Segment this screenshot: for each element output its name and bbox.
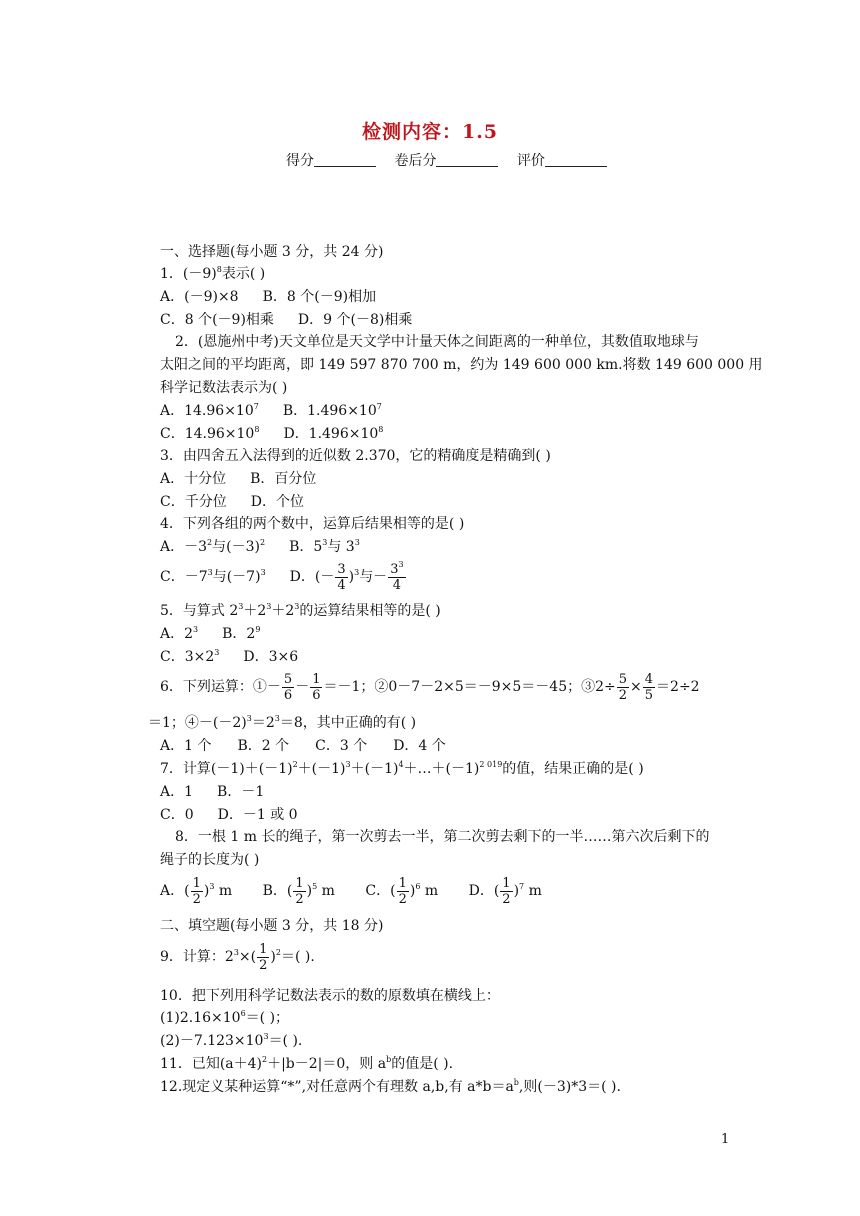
after-score-label: 卷后分 xyxy=(394,153,437,169)
fraction: $\frac{1}{2}$ xyxy=(192,875,201,907)
question-4-options-cd: C．$-7^3$与$(-7)^3$ D．(－ $\frac{3}{4}$ )$^3$与－ $\frac{3^3}{4}$ xyxy=(160,559,404,593)
question-9: 9．计算：$2^3\times$( $\frac{1}{2}$ )$^2$＝( ). xyxy=(160,941,315,973)
question-4-options-ab: A．$-3^2$与$(-3)^2$ B．$5^3$与 $3^3$ xyxy=(160,538,360,555)
question-10-part-1: $(1)2.16\times 10^6=$( )； xyxy=(160,1009,290,1026)
question-2-options-ab: A．$14.96\times 10^7$ B．$1.496\times 10^7$ xyxy=(160,402,382,419)
fraction: $\frac{4}{5}$ xyxy=(644,671,654,703)
page-title: 检测内容：1.5 xyxy=(361,121,499,143)
question-5-options-cd: C．$3\times 2^3$ D．3×6 xyxy=(160,648,299,665)
question-11: 11．已知$(a+4)^2+|b-2|=0$，则 $a^b$的值是( ). xyxy=(160,1055,454,1072)
question-12: 12.现定义某种运算“*”,对任意两个有理数 a,b,有 $a*b=a^b$,则(－3)*3＝( ). xyxy=(160,1078,621,1095)
evaluation-blank xyxy=(545,152,607,167)
after-score-blank xyxy=(436,152,498,167)
question-1-options-ab: A．(－9)×8 B．8 个(－9)相加 xyxy=(160,289,377,305)
question-6-options: A．1 个 B．2 个 C．3 个 D．4 个 xyxy=(160,738,446,754)
question-6-line-1: 6．下列运算：①－ $\frac{5}{6}$ － $\frac{1}{6}$ ＝－1；②0－7－2×5＝－9×5＝－45；③2÷ $\frac{5}{2}$ × $\frac{4}{5}$ ＝2÷2 xyxy=(160,671,700,703)
question-2-line-1: 2．(恩施州中考)天文单位是天文学中计量天体之间距离的一种单位，其数值取地球与 xyxy=(175,334,699,350)
fraction: $\frac{5}{2}$ xyxy=(618,671,628,703)
score-label: 得分 xyxy=(286,153,314,169)
evaluation-label: 评价 xyxy=(516,153,545,169)
question-7-options-cd: C．0 D．－1 或 0 xyxy=(160,807,298,823)
question-4: 4．下列各组的两个数中，运算后结果相等的是( ) xyxy=(160,516,465,532)
section-heading: 一、选择题(每小题 3 分，共 24 分) xyxy=(160,244,384,260)
question-10: 10．把下列用科学记数法表示的数的原数填在横线上： xyxy=(160,988,500,1004)
fraction: $\frac{1}{2}$ xyxy=(398,875,407,907)
question-1: 1．$(-9)^8$表示( ) xyxy=(160,265,266,282)
section-heading: 二、填空题(每小题 3 分，共 18 分) xyxy=(160,918,384,934)
question-8-line-2: 绳子的长度为( ) xyxy=(160,852,260,868)
question-7-options-ab: A．1 B．－1 xyxy=(160,784,265,800)
page-number: 1 xyxy=(721,1132,730,1147)
question-2-line-3: 科学记数法表示为( ) xyxy=(160,380,288,396)
question-3-options-ab: A．十分位 B．百分位 xyxy=(160,471,317,487)
fraction: $\frac{1}{2}$ xyxy=(259,941,268,973)
question-5-options-ab: A．$2^3$ B．$2^9$ xyxy=(160,625,261,642)
question-7: 7．计算$(-1)+(-1)^2+(-1)^3+(-1)^4+\dots+(-1)^{2 019}$的值，结果正确的是( ) xyxy=(160,760,644,777)
question-2-line-2: 太阳之间的平均距离，即 149 597 870 700 m，约为 149 600 000 km.将数 149 600 000 用 xyxy=(160,357,763,373)
question-3-options-cd: C．千分位 D．个位 xyxy=(160,494,304,510)
fraction: $\frac{1}{2}$ xyxy=(502,875,511,907)
question-8-line-1: 8．一根 1 m 长的绳子，第一次剪去一半，第二次剪去剩下的一半……第六次后剩下的 xyxy=(175,829,710,845)
fraction: $\frac{1}{6}$ xyxy=(312,671,321,703)
question-6-line-2: ＝1；$④-(-2)^3=2^3=8$，其中正确的有( ) xyxy=(148,714,417,731)
question-2-options-cd: C．$14.96\times 10^8$ D．$1.496\times 10^8$ xyxy=(160,425,384,442)
fraction: $\frac{3^3}{4}$ xyxy=(390,559,404,593)
question-3: 3．由四舍五入法得到的近似数 2.370，它的精确度是精确到( ) xyxy=(160,448,551,464)
question-5: 5．与算式 $2^3+2^3+2^3$的运算结果相等的是( ) xyxy=(160,602,441,619)
fraction: $\frac{1}{2}$ xyxy=(295,875,304,907)
fraction: $\frac{5}{6}$ xyxy=(283,671,293,703)
question-1-options-cd: C．8 个(－9)相乘 D．9 个(－8)相乘 xyxy=(160,312,413,328)
fraction: $\frac{3}{4}$ xyxy=(337,561,346,593)
score-line xyxy=(286,150,621,170)
question-10-part-2: $(2)-7.123\times 10^3=$( ). xyxy=(160,1032,303,1049)
question-8-options: A．( $\frac{1}{2}$ )$^3$ m B．( $\frac{1}{2}$ )$^5$ m C．( $\frac{1}{2}$ )$^6$ m D．( $\frac{1}{2}$ )$^7$ m xyxy=(160,875,542,907)
score-blank xyxy=(314,152,376,167)
